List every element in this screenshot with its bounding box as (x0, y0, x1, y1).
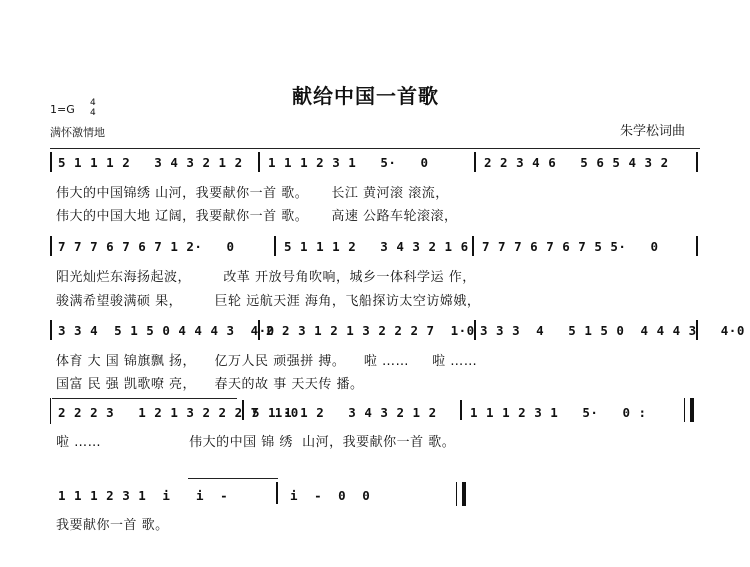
measure-notes: 1 1 1 2 3 1 i (58, 488, 171, 503)
barline (474, 152, 476, 172)
lyric-line: 体育 大 国 锦旗飘 扬， 亿万人民 顽强拼 搏。 啦 …… 啦 …… (56, 354, 478, 369)
final-barline-thick (462, 482, 466, 506)
ending-bracket (52, 398, 237, 399)
key-signature: 1=G (50, 103, 75, 116)
lyric-line: 啦 …… 伟大的中国 锦 绣 山河，我要献你一首 歌。 (56, 435, 456, 450)
barline (696, 152, 698, 172)
measure-notes: 3 3 3 4 5 1 5 0 4 4 4 3 4·0 (480, 323, 745, 338)
ending-bracket (188, 478, 278, 479)
measure-notes: 3 3 4 5 1 5 0 4 4 4 3 4·0 (58, 323, 275, 338)
composer-credit: 朱学松词曲 (620, 124, 686, 139)
measure-notes: 2 2 3 1 2 1 3 2 2 2 7 1·0 (266, 323, 475, 338)
time-signature-top: 4 (90, 98, 96, 108)
barline (50, 320, 52, 340)
barline (274, 236, 276, 256)
song-title: 献给中国一首歌 (292, 84, 439, 108)
barline (258, 320, 260, 340)
measure-notes: 7 7 7 6 7 6 7 1 2· 0 (58, 239, 235, 254)
measure-notes: i - (196, 488, 229, 503)
measure-notes: 1 1 1 2 3 1 5· 0 : (470, 405, 647, 420)
barline (50, 236, 52, 256)
barline (696, 320, 698, 340)
barline (696, 236, 698, 256)
barline (460, 400, 462, 420)
measure-notes: 5 1 1 1 2 3 4 3 2 1 2 (252, 405, 437, 420)
measure-notes: 1 1 1 2 3 1 5· 0 (268, 155, 429, 170)
lyric-line: 伟大的中国锦绣 山河，我要献你一首 歌。 长江 黄河滚 滚流， (56, 186, 449, 201)
lyric-line: 国富 民 强 凯歌嘹 亮， 春天的故 事 天天传 播。 (56, 377, 364, 392)
barline (276, 482, 278, 504)
barline (258, 152, 260, 172)
lyric-line: 骏满希望骏满硕 果， 巨轮 远航天涯 海角，飞船探访太空访嫦娥， (56, 294, 481, 309)
measure-notes: 2 2 3 4 6 5 6 5 4 3 2 (484, 155, 669, 170)
measure-notes: 5 1 1 1 2 3 4 3 2 1 6 (284, 239, 469, 254)
measure-notes: 2 2 2 3 1 2 1 3 2 2 2 7 1·0 (58, 405, 299, 420)
barline (50, 152, 52, 172)
repeat-barline (684, 398, 685, 422)
repeat-barline-thick (690, 398, 694, 422)
measure-notes: 5 1 1 1 2 3 4 3 2 1 2 (58, 155, 243, 170)
measure-notes: i - 0 0 (290, 488, 371, 503)
barline (474, 320, 476, 340)
tempo-marking: 满怀激情地 (50, 126, 105, 139)
barline (242, 400, 244, 420)
lyric-line: 伟大的中国大地 辽阔，我要献你一首 歌。 高速 公路车轮滚滚， (56, 209, 458, 224)
barline (50, 398, 51, 424)
time-signature-bottom: 4 (90, 108, 96, 118)
final-barline (456, 482, 457, 506)
lyric-line: 阳光灿烂东海扬起波， 改革 开放号角吹响，城乡一体科学运 作， (56, 270, 476, 285)
barline (472, 236, 474, 256)
lyric-line: 我要献你一首 歌。 (56, 518, 169, 533)
staff-line (50, 148, 700, 149)
measure-notes: 7 7 7 6 7 6 7 5 5· 0 (482, 239, 659, 254)
